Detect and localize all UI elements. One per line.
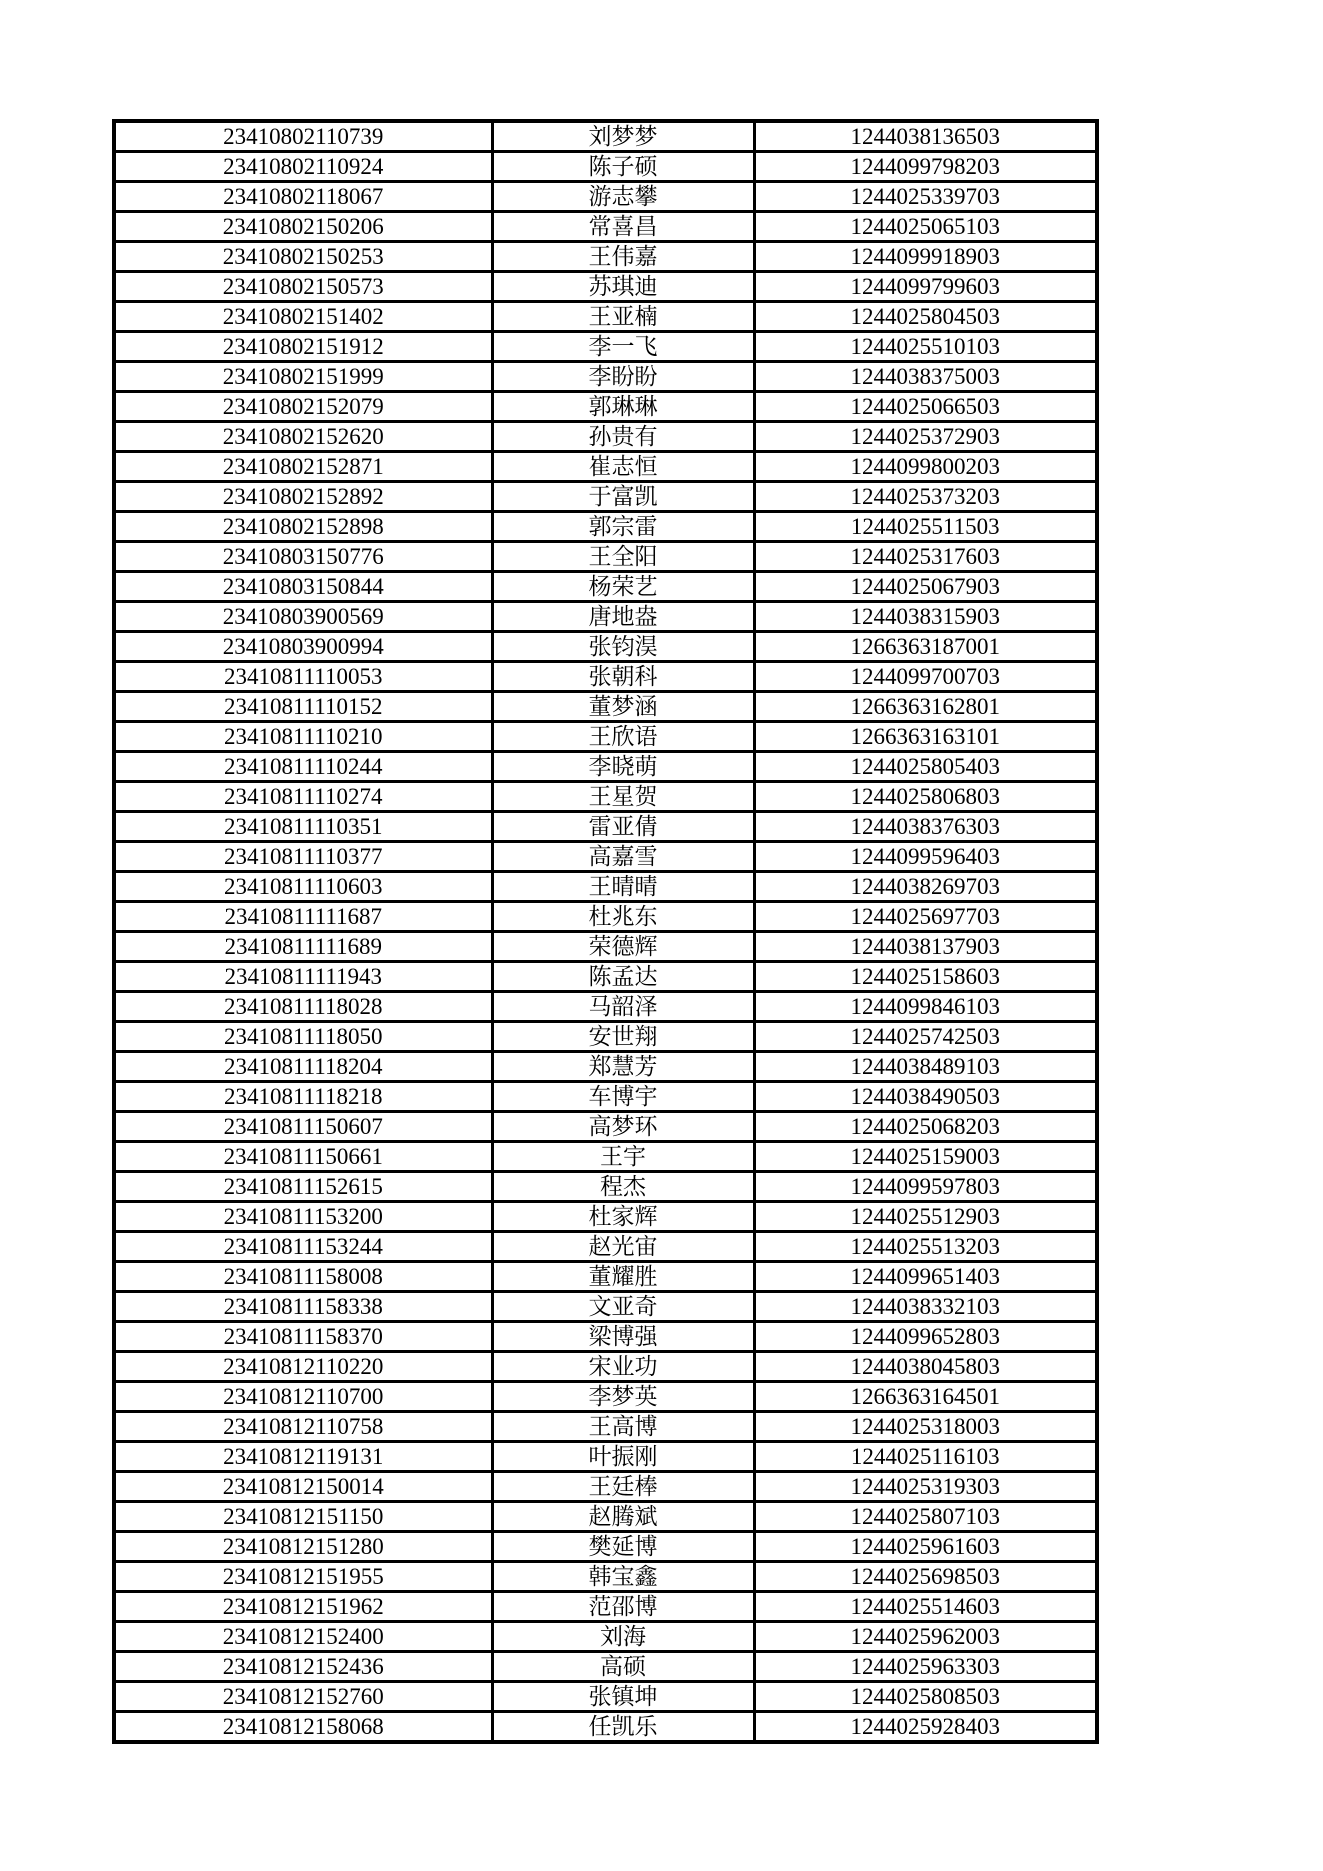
name-cell: 郭宗雷: [492, 512, 754, 542]
exam-id-cell: 23410811110152: [114, 692, 492, 722]
code-cell: 1244099800203: [754, 452, 1097, 482]
exam-id-cell: 23410811153244: [114, 1232, 492, 1262]
name-cell: 韩宝鑫: [492, 1562, 754, 1592]
code-cell: 1244025116103: [754, 1442, 1097, 1472]
code-cell: 1244025514603: [754, 1592, 1097, 1622]
exam-id-cell: 23410811110244: [114, 752, 492, 782]
table-row: [114, 1502, 1097, 1532]
code-cell: 1244038489103: [754, 1052, 1097, 1082]
code-cell: 1244038332103: [754, 1292, 1097, 1322]
exam-id-cell: 23410811150607: [114, 1112, 492, 1142]
name-cell: 董梦涵: [492, 692, 754, 722]
table-row: [114, 422, 1097, 452]
table-row: [114, 482, 1097, 512]
name-cell: 游志攀: [492, 182, 754, 212]
name-cell: 王晴晴: [492, 872, 754, 902]
name-cell: 于富凯: [492, 482, 754, 512]
name-cell: 陈孟达: [492, 962, 754, 992]
name-cell: 王全阳: [492, 542, 754, 572]
code-cell: 1244025807103: [754, 1502, 1097, 1532]
table-row: [114, 872, 1097, 902]
name-cell: 杜家辉: [492, 1202, 754, 1232]
exam-id-cell: 23410803900994: [114, 632, 492, 662]
table-row: [114, 662, 1097, 692]
exam-id-cell: 23410812119131: [114, 1442, 492, 1472]
code-cell: 1244099651403: [754, 1262, 1097, 1292]
code-cell: 1244025961603: [754, 1532, 1097, 1562]
table-row: [114, 632, 1097, 662]
exam-id-cell: 23410812110220: [114, 1352, 492, 1382]
exam-id-cell: 23410802151912: [114, 332, 492, 362]
exam-id-cell: 23410802150253: [114, 242, 492, 272]
table-row: [114, 1682, 1097, 1712]
exam-id-cell: 23410811118204: [114, 1052, 492, 1082]
code-cell: 1244038376303: [754, 812, 1097, 842]
exam-id-cell: 23410811118028: [114, 992, 492, 1022]
exam-id-cell: 23410811110274: [114, 782, 492, 812]
table-row: [114, 1292, 1097, 1322]
code-cell: 1244025512903: [754, 1202, 1097, 1232]
exam-id-cell: 23410811158008: [114, 1262, 492, 1292]
code-cell: 1244038315903: [754, 602, 1097, 632]
code-cell: 1244038045803: [754, 1352, 1097, 1382]
code-cell: 1244025804503: [754, 302, 1097, 332]
name-cell: 赵腾斌: [492, 1502, 754, 1532]
table-row: [114, 812, 1097, 842]
table-row: [114, 602, 1097, 632]
table-row: [114, 121, 1097, 152]
name-cell: 李晓萌: [492, 752, 754, 782]
name-cell: 崔志恒: [492, 452, 754, 482]
table-row: [114, 1712, 1097, 1743]
code-cell: 1244025319303: [754, 1472, 1097, 1502]
table-row: [114, 1472, 1097, 1502]
exam-id-cell: 23410803150844: [114, 572, 492, 602]
exam-id-cell: 23410811110053: [114, 662, 492, 692]
name-cell: 雷亚倩: [492, 812, 754, 842]
code-cell: 1244025928403: [754, 1712, 1097, 1743]
exam-id-cell: 23410811111943: [114, 962, 492, 992]
code-cell: 1244025698503: [754, 1562, 1097, 1592]
table-row: [114, 1232, 1097, 1262]
name-cell: 常喜昌: [492, 212, 754, 242]
name-cell: 程杰: [492, 1172, 754, 1202]
code-cell: 1244099799603: [754, 272, 1097, 302]
student-roster-table-body: [114, 121, 1097, 1742]
table-row: [114, 152, 1097, 182]
code-cell: 1244038269703: [754, 872, 1097, 902]
exam-id-cell: 23410811110377: [114, 842, 492, 872]
code-cell: 1244025697703: [754, 902, 1097, 932]
name-cell: 高嘉雪: [492, 842, 754, 872]
name-cell: 荣德辉: [492, 932, 754, 962]
code-cell: 1244025511503: [754, 512, 1097, 542]
exam-id-cell: 23410812110758: [114, 1412, 492, 1442]
exam-id-cell: 23410811150661: [114, 1142, 492, 1172]
table-row: [114, 332, 1097, 362]
table-row: [114, 1262, 1097, 1292]
table-row: [114, 692, 1097, 722]
name-cell: 董耀胜: [492, 1262, 754, 1292]
code-cell: 1244025806803: [754, 782, 1097, 812]
table-row: [114, 1202, 1097, 1232]
exam-id-cell: 23410802152892: [114, 482, 492, 512]
exam-id-cell: 23410802152871: [114, 452, 492, 482]
name-cell: 王伟嘉: [492, 242, 754, 272]
table-row: [114, 1052, 1097, 1082]
exam-id-cell: 23410803150776: [114, 542, 492, 572]
name-cell: 樊延博: [492, 1532, 754, 1562]
name-cell: 张朝科: [492, 662, 754, 692]
name-cell: 宋业功: [492, 1352, 754, 1382]
code-cell: 1244025067903: [754, 572, 1097, 602]
exam-id-cell: 23410811110351: [114, 812, 492, 842]
table-row: [114, 512, 1097, 542]
exam-id-cell: 23410811153200: [114, 1202, 492, 1232]
student-roster-table: [112, 119, 1099, 1744]
table-row: [114, 1352, 1097, 1382]
table-row: [114, 782, 1097, 812]
code-cell: 1244099846103: [754, 992, 1097, 1022]
exam-id-cell: 23410812151962: [114, 1592, 492, 1622]
table-row: [114, 1082, 1097, 1112]
code-cell: 1244025068203: [754, 1112, 1097, 1142]
name-cell: 张钧淏: [492, 632, 754, 662]
code-cell: 1266363163101: [754, 722, 1097, 752]
table-row: [114, 1142, 1097, 1172]
table-row: [114, 752, 1097, 782]
exam-id-cell: 23410802152620: [114, 422, 492, 452]
code-cell: 1244025963303: [754, 1652, 1097, 1682]
code-cell: 1244025339703: [754, 182, 1097, 212]
table-row: [114, 1382, 1097, 1412]
table-row: [114, 1532, 1097, 1562]
exam-id-cell: 23410802150206: [114, 212, 492, 242]
exam-id-cell: 23410812150014: [114, 1472, 492, 1502]
exam-id-cell: 23410812152436: [114, 1652, 492, 1682]
table-row: [114, 272, 1097, 302]
exam-id-cell: 23410802152079: [114, 392, 492, 422]
table-row: [114, 992, 1097, 1022]
name-cell: 刘海: [492, 1622, 754, 1652]
table-row: [114, 1562, 1097, 1592]
name-cell: 唐地盎: [492, 602, 754, 632]
code-cell: 1244099918903: [754, 242, 1097, 272]
table-row: [114, 1322, 1097, 1352]
code-cell: 1244025065103: [754, 212, 1097, 242]
name-cell: 王高博: [492, 1412, 754, 1442]
exam-id-cell: 23410812151955: [114, 1562, 492, 1592]
name-cell: 王廷棒: [492, 1472, 754, 1502]
table-row: [114, 1112, 1097, 1142]
name-cell: 任凯乐: [492, 1712, 754, 1743]
name-cell: 杜兆东: [492, 902, 754, 932]
code-cell: 1244025808503: [754, 1682, 1097, 1712]
name-cell: 文亚奇: [492, 1292, 754, 1322]
table-row: [114, 1412, 1097, 1442]
exam-id-cell: 23410811110210: [114, 722, 492, 752]
table-row: [114, 962, 1097, 992]
name-cell: 郑慧芳: [492, 1052, 754, 1082]
name-cell: 安世翔: [492, 1022, 754, 1052]
name-cell: 叶振刚: [492, 1442, 754, 1472]
code-cell: 1244025318003: [754, 1412, 1097, 1442]
name-cell: 苏琪迪: [492, 272, 754, 302]
name-cell: 王星贺: [492, 782, 754, 812]
exam-id-cell: 23410812151150: [114, 1502, 492, 1532]
exam-id-cell: 23410811111689: [114, 932, 492, 962]
name-cell: 张镇坤: [492, 1682, 754, 1712]
table-row: [114, 722, 1097, 752]
exam-id-cell: 23410802151402: [114, 302, 492, 332]
table-row: [114, 1442, 1097, 1472]
table-row: [114, 392, 1097, 422]
code-cell: 1244038137903: [754, 932, 1097, 962]
name-cell: 高梦环: [492, 1112, 754, 1142]
exam-id-cell: 23410802152898: [114, 512, 492, 542]
name-cell: 郭琳琳: [492, 392, 754, 422]
code-cell: 1244025742503: [754, 1022, 1097, 1052]
table-row: [114, 932, 1097, 962]
exam-id-cell: 23410811118218: [114, 1082, 492, 1112]
exam-id-cell: 23410812152760: [114, 1682, 492, 1712]
name-cell: 赵光宙: [492, 1232, 754, 1262]
code-cell: 1244038136503: [754, 121, 1097, 152]
exam-id-cell: 23410802150573: [114, 272, 492, 302]
table-row: [114, 1172, 1097, 1202]
name-cell: 范邵博: [492, 1592, 754, 1622]
name-cell: 马韶泽: [492, 992, 754, 1022]
exam-id-cell: 23410802110924: [114, 152, 492, 182]
exam-id-cell: 23410802110739: [114, 121, 492, 152]
exam-id-cell: 23410812158068: [114, 1712, 492, 1743]
exam-id-cell: 23410811118050: [114, 1022, 492, 1052]
table-row: [114, 302, 1097, 332]
code-cell: 1266363187001: [754, 632, 1097, 662]
code-cell: 1244038375003: [754, 362, 1097, 392]
table-row: [114, 212, 1097, 242]
code-cell: 1244025066503: [754, 392, 1097, 422]
exam-id-cell: 23410811158370: [114, 1322, 492, 1352]
code-cell: 1244099700703: [754, 662, 1097, 692]
name-cell: 李一飞: [492, 332, 754, 362]
name-cell: 李盼盼: [492, 362, 754, 392]
code-cell: 1244099652803: [754, 1322, 1097, 1352]
exam-id-cell: 23410803900569: [114, 602, 492, 632]
exam-id-cell: 23410802151999: [114, 362, 492, 392]
code-cell: 1244025513203: [754, 1232, 1097, 1262]
table-row: [114, 572, 1097, 602]
name-cell: 刘梦梦: [492, 121, 754, 152]
name-cell: 车博宇: [492, 1082, 754, 1112]
code-cell: 1266363164501: [754, 1382, 1097, 1412]
code-cell: 1244025158603: [754, 962, 1097, 992]
name-cell: 王亚楠: [492, 302, 754, 332]
table-row: [114, 842, 1097, 872]
name-cell: 陈子硕: [492, 152, 754, 182]
table-row: [114, 902, 1097, 932]
exam-id-cell: 23410802118067: [114, 182, 492, 212]
code-cell: 1266363162801: [754, 692, 1097, 722]
name-cell: 梁博强: [492, 1322, 754, 1352]
name-cell: 高硕: [492, 1652, 754, 1682]
code-cell: 1244099597803: [754, 1172, 1097, 1202]
code-cell: 1244099596403: [754, 842, 1097, 872]
exam-id-cell: 23410812151280: [114, 1532, 492, 1562]
code-cell: 1244038490503: [754, 1082, 1097, 1112]
exam-id-cell: 23410811152615: [114, 1172, 492, 1202]
exam-id-cell: 23410811110603: [114, 872, 492, 902]
code-cell: 1244025372903: [754, 422, 1097, 452]
table-row: [114, 542, 1097, 572]
name-cell: 孙贵有: [492, 422, 754, 452]
exam-id-cell: 23410811111687: [114, 902, 492, 932]
name-cell: 王欣语: [492, 722, 754, 752]
exam-id-cell: 23410812152400: [114, 1622, 492, 1652]
exam-id-cell: 23410812110700: [114, 1382, 492, 1412]
name-cell: 王宇: [492, 1142, 754, 1172]
code-cell: 1244099798203: [754, 152, 1097, 182]
code-cell: 1244025373203: [754, 482, 1097, 512]
code-cell: 1244025510103: [754, 332, 1097, 362]
name-cell: 李梦英: [492, 1382, 754, 1412]
table-row: [114, 362, 1097, 392]
table-row: [114, 1652, 1097, 1682]
name-cell: 杨荣艺: [492, 572, 754, 602]
code-cell: 1244025317603: [754, 542, 1097, 572]
table-row: [114, 1592, 1097, 1622]
table-row: [114, 1622, 1097, 1652]
code-cell: 1244025805403: [754, 752, 1097, 782]
table-row: [114, 1022, 1097, 1052]
table-row: [114, 242, 1097, 272]
code-cell: 1244025159003: [754, 1142, 1097, 1172]
code-cell: 1244025962003: [754, 1622, 1097, 1652]
table-row: [114, 452, 1097, 482]
exam-id-cell: 23410811158338: [114, 1292, 492, 1322]
table-row: [114, 182, 1097, 212]
